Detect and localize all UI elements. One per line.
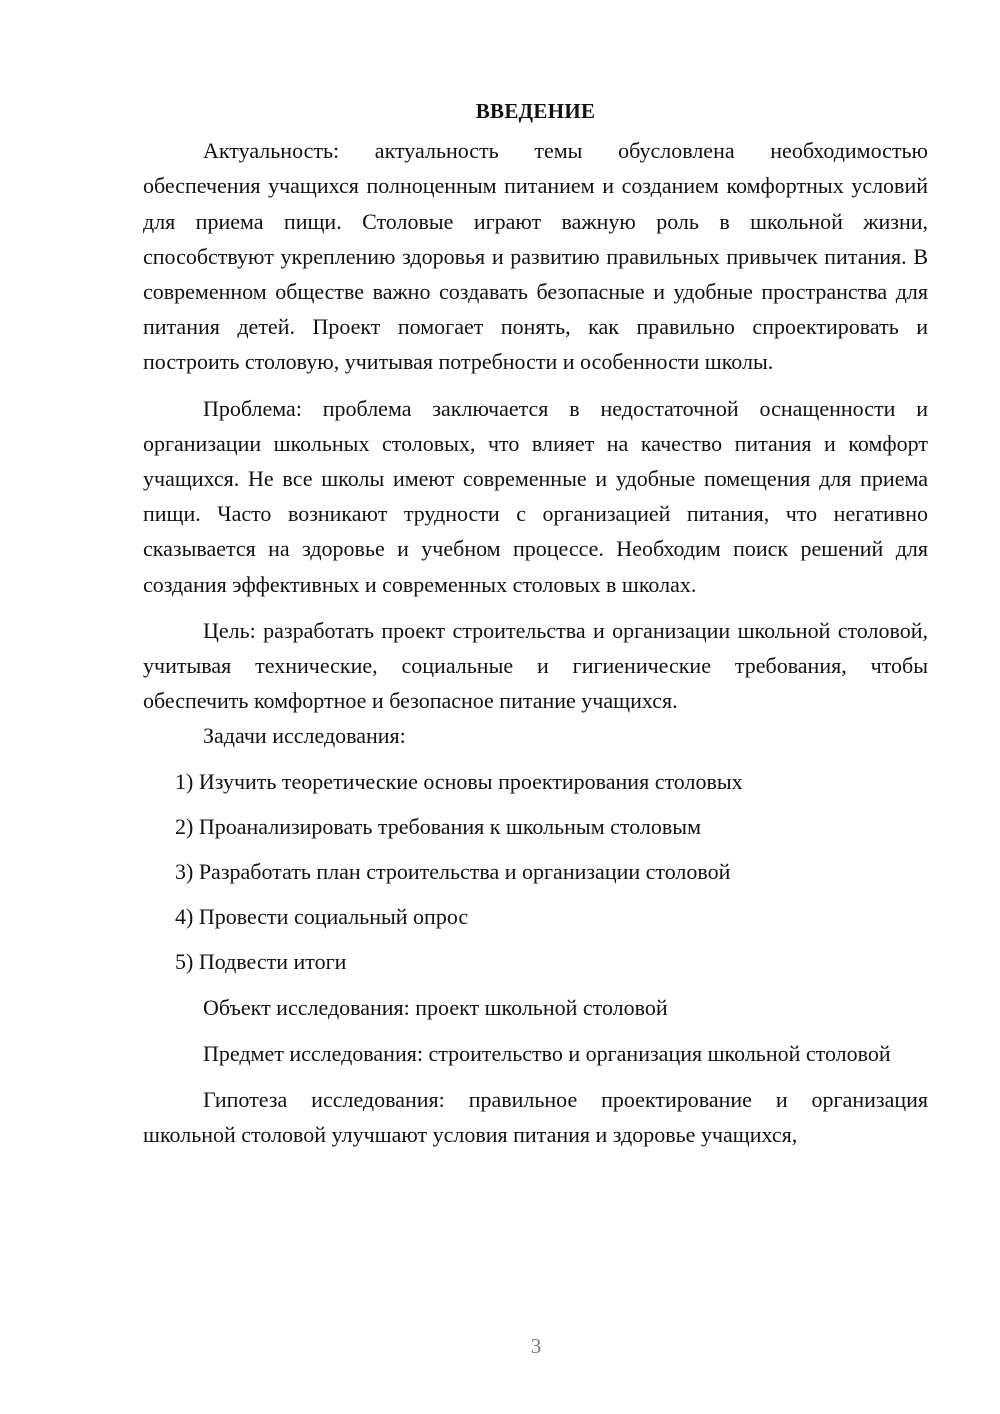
- task-item-4: 4) Провести социальный опрос: [175, 904, 469, 930]
- hypothesis-paragraph: Гипотеза исследования: правильное проектирование и организация школьной столовой улучшают условия питания и здоровье учащихся,: [143, 1087, 928, 1148]
- task-item-2: 2) Проанализировать требования к школьным столовым: [175, 813, 702, 839]
- tasks-list: [143, 764, 928, 980]
- task-item-1: 1) Изучить теоретические основы проектирования столовых: [175, 768, 743, 794]
- task-item-5: 5) Подвести итоги: [175, 949, 347, 975]
- goal-paragraph: Цель: разработать проект строительства и организации школьной столовой, учитывая технические, социальные и гигиенические требования, чтобы обеспечить комфортное и безопасное питание учащихся.: [143, 617, 928, 714]
- problem-paragraph: Проблема: проблема заключается в недостаточной оснащенности и организации школьных столовых, что влияет на качество питания и комфорт учащихся. Не все школы имеют современные и удобные помещения для приема пищи. Часто возникают трудности с организацией питания, что негативно сказывается на здоровье и учебном процессе. Необходим поиск решений для создания эффективных и современных столовых в школах.: [143, 395, 928, 597]
- subject-paragraph: Предмет исследования: строительство и организация школьной столовой: [203, 1040, 891, 1066]
- page-title: ВВЕДЕНИЕ: [475, 99, 596, 123]
- tasks-heading: Задачи исследования:: [203, 723, 406, 749]
- document-body: [143, 94, 928, 1152]
- page-number: 3: [530, 1334, 542, 1358]
- task-item-3: 3) Разработать план строительства и организации столовой: [175, 859, 731, 885]
- object-paragraph: Объект исследования: проект школьной столовой: [203, 994, 668, 1020]
- relevance-paragraph: Актуальность: актуальность темы обусловлена необходимостью обеспечения учащихся полноценным питанием и созданием комфортных условий для приема пищи. Столовые играют важную роль в школьной жизни, способствуют укреплению здоровья и развитию правильных привычек питания. В современном обществе важно создавать безопасные и удобные пространства для питания детей. Проект помогает понять, как правильно спроектировать и построить столовую, учитывая потребности и особенности школы.: [143, 138, 928, 375]
